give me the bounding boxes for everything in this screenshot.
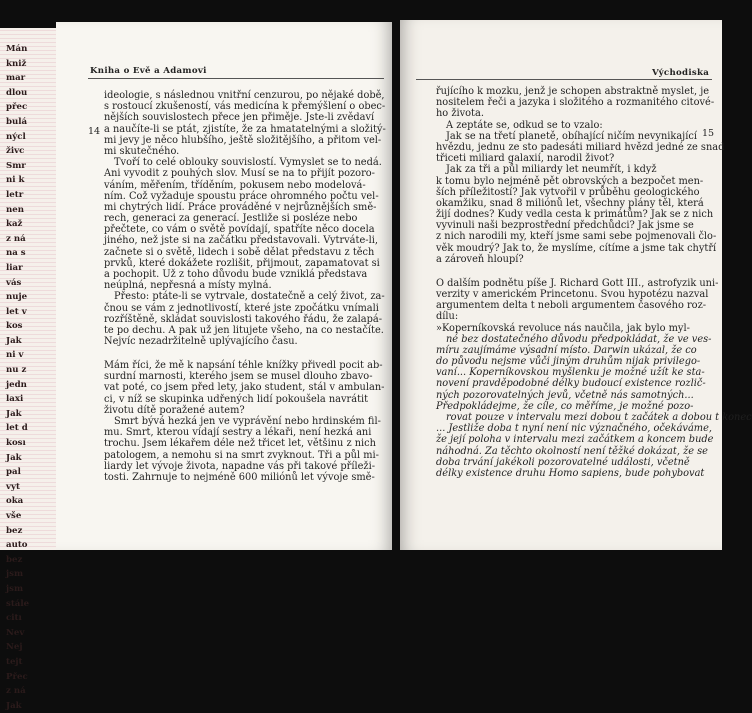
page-number-left: 14 [88,126,101,137]
underlying-line-fragment: Jak [6,700,22,711]
text-line: do původu nejsme vůči jiným druhům nijak privilego- [436,356,701,368]
underlying-line-fragment: nu z [6,365,27,376]
text-line: mi chytrých lidí. Práce prováděné v nejrůznějších smě- [104,201,377,213]
underlying-line-fragment: Přec [6,671,28,682]
underlying-line-fragment: mar [6,73,26,84]
text-line: žijí dodnes? Kudy vedla cesta k primátům? Jak se z nich [436,209,714,221]
text-line: a naučíte-li se ptát, zjistíte, že za hmatatelnými a složitý- [104,123,386,135]
underlying-line-fragment: Jak [6,335,22,346]
paragraph-gap [436,265,708,278]
underlying-line-fragment: jsm [6,583,24,594]
text-line: O dalším podnětu píše J. Richard Gott III., astrofyzik uni- [436,277,719,289]
underlying-line-fragment: přec [6,102,28,113]
underlying-line-fragment: Jak [6,408,22,419]
text-line: rozříštěně, skládat souvislosti takového řádu, že zalapá- [104,313,383,325]
paragraph-gap [104,347,386,360]
text-line: ho života. [436,108,484,120]
text-line: »Koperníkovská revoluce nás naučila, jak bylo myl- [436,322,690,334]
text-line: Jak se na třetí planetě, obíhající ničím nevynikající [446,130,697,142]
text-line: trochu. Jsem lékařem déle než třicet let, většinu z nich [104,438,376,450]
text-line: tosti. Zahrnuje to nejméně 600 miliónů let vývoje smě- [104,471,375,483]
text-line: nositelem řeči a jazyka i složitého a rozmanitého citové- [436,97,715,109]
text-line: váním, měřením, tříděním, pokusem nebo modelová- [104,179,366,191]
underlying-line-fragment: tejt [6,656,23,667]
underlying-line-fragment: kos [6,321,23,332]
underlying-line-fragment: Nev [6,627,25,638]
underlying-page-text [6,42,40,713]
underlying-line-fragment: kosı [6,438,26,449]
text-line: prvků, které dokážete rozlišit, přijmout, zapamatovat si [104,257,380,269]
text-line: Ani vyvodit z pouhých slov. Musí se na to přijít pozoro- [104,168,375,180]
underlying-line-fragment: ni k [6,175,25,186]
text-line: Nejvíc nezadržitelně uplývajícího času. [104,336,298,348]
text-line: verzity v americkém Princetonu. Svou hypotézu nazval [436,288,709,300]
underlying-line-fragment: nuje [6,292,28,303]
text-line: Mám říci, že mě k napsání téhle knížky přivedl pocit ab- [104,360,383,372]
left-page-text [104,90,386,483]
header-rule-right [416,79,712,80]
text-line: a zároveň hloupí? [436,253,524,265]
header-rule-left [88,78,384,79]
text-line: že její poloha v intervalu mezi začátkem a koncem bude [436,434,714,446]
text-line: mi jevy je něco hlubšího, ještě složitějšího, a přitom vel- [104,134,382,146]
underlying-line-fragment: pal [6,467,21,478]
underlying-line-fragment: auto [6,540,28,551]
underlying-line-fragment: jsm [6,569,24,580]
text-line: okamžiku, snad 8 miliónů let, všechny plány těl, která [436,197,704,209]
text-line: Přesto: ptáte-li se vytrvale, dostatečně a celý život, za- [114,291,385,303]
text-line: životu dítě poražené autem? [104,404,245,416]
text-line: neúplná, nepřesná a místy mylná. [104,280,272,292]
underlying-line-fragment: vyt [6,481,20,492]
text-line: náhodná. Za těchto okolností není těžké dokázat, že se [436,445,708,457]
text-line: vaní... Koperníkovskou myšlenku je možné užít ke sta- [436,367,705,379]
text-line: mi skutečného. [104,145,180,157]
underlying-line-fragment: stále [6,598,30,609]
text-line: doba trvání jakékoli pozorovatelné události, včetně [436,456,690,468]
running-head-right: Východiska [652,68,710,78]
underlying-line-fragment: letr [6,189,24,200]
text-line: liardy let vývoje života, napadne vás při takové příleži- [104,460,376,472]
text-line: né bez dostatečného důvodu předpokládat, že ve ves- [446,333,712,345]
text-line: míru zaujímáme výsadní místo. Darwin ukázal, že co [436,344,697,356]
text-line: délky existence druhu Homo sapiens, bude pohybovat [436,467,705,479]
text-line: te po dechu. A pak už jen litujete všeho, na co nestačíte. [104,324,384,336]
underlying-line-fragment: ni v [6,350,24,361]
text-line: patologem, a nemohu si na smrt zvyknout. Tři a půl mi- [104,449,379,461]
underlying-line-fragment: vás [6,277,22,288]
underlying-line-fragment: živc [6,146,25,157]
text-line: Jak za tři a půl miliardy let neumřít, i když [446,164,657,176]
text-line: Předpokládejme, že cíle, co měříme, je možné pozo- [436,400,694,412]
text-line: Tvoří to celé oblouky souvislostí. Vymyslet se to nedá. [114,157,382,169]
text-line: argumentem delta t neboli argumentem časového roz- [436,300,707,312]
text-line: dílu: [436,311,459,323]
text-line: k tomu bylo nejméně pět obrovských a bezpočet men- [436,175,704,187]
text-line: novení pravděpodobné délky budoucí existence rozlič- [436,378,706,390]
text-line: ním. Což vyžaduje spoustu práce ohromného počtu vel- [104,190,379,202]
text-line: mu. Smrt, kterou vídají sestry a lékaři, není hezká ani [104,427,372,439]
text-line: vat poté, co jsem před lety, jako student, stál v ambulan- [104,382,385,394]
underlying-line-fragment: bulá [6,116,28,127]
text-line: hvězdu, jednu ze sto padesáti miliard hvězd jedné ze snad [436,141,725,153]
text-line: z nich narodili my, kteří jsme sami sebe pojmenovali člo- [436,231,717,243]
underlying-line-fragment: Nej [6,642,23,653]
text-line: rovat pouze v intervalu mezi dobou t začátek a dobou t konec [446,412,752,424]
underlying-line-fragment: z ná [6,233,26,244]
text-line: surdní marnosti, kterého jsem se musel dlouho zbavo- [104,371,373,383]
text-line: rech, generaci za generací. Jestliže si posléze nebo [104,213,358,225]
underlying-line-fragment: laxi [6,394,24,405]
left-page [56,22,392,550]
underlying-line-fragment: nýcl [6,131,26,142]
underlying-line-fragment: Jak [6,452,22,463]
underlying-line-fragment: liar [6,262,23,273]
underlying-line-fragment: Smr [6,160,26,171]
underlying-line-fragment: let d [6,423,28,434]
text-line: řujícího k mozku, jenž je schopen abstraktně myslet, je [436,86,710,97]
underlying-line-fragment: na s [6,248,26,259]
text-line: a pochopit. Už z toho důvodu bude vzniklá představa [104,269,368,280]
text-line: ných pozorovatelných jevů, včetně nás samotných... [436,389,694,401]
text-line: začnete si o světě, lidech i sobě dělat představu z těch [104,246,375,258]
text-line: čnou se vám z jednotlivostí, které jste zpočátku vnímali [104,302,379,314]
text-line: jiného, než jste si na začátku představovali. Vytrváte-li, [104,235,378,247]
right-page [400,20,752,550]
underlying-line-fragment: jedn [6,379,27,390]
underlying-line-fragment: Mán [6,44,28,54]
underlying-line-fragment: citı [6,613,22,624]
text-line: Smrt bývá hezká jen ve vyprávění nebo hrdinském fil- [114,416,381,428]
underlying-line-fragment: vše [6,511,22,521]
underlying-line-fragment: nen [6,204,24,215]
text-line: ci, v níž se skupinka udřených lidí pokoušela navrátit [104,393,369,405]
underlying-line-fragment: bez [6,525,23,536]
text-line: vyvinuli naši bezprostřední předchůdci? Jak jsme se [436,220,694,232]
text-line: A zeptáte se, odkud se to vzalo: [446,119,603,131]
text-line: ... Jestliže doba t nyní není nic význačného, očekáváme, [436,423,712,435]
underlying-line-fragment: oka [6,496,24,507]
text-line: přečtete, co vám o světě povídají, spatříte něco docela [104,224,375,236]
running-head-left: Kniha o Evě a Adamovi [90,66,207,76]
text-line: věk moudrý? Jak to, že myslíme, cítíme a jsme tak chytří [436,242,717,254]
underlying-line-fragment: let v [6,306,27,317]
underlying-line-fragment: bez [6,554,23,565]
text-line: nějších souvislostech přece jen přiměje. Jste-li zvědaví [104,112,375,124]
text-line: ideologie, s následnou vnitřní cenzurou, po nějaké době, [104,90,385,101]
underlying-line-fragment: kaž [6,219,23,230]
underlying-line-fragment: dlou [6,87,28,98]
text-line: s rostoucí zkušeností, vás medicína k přemýšlení o obec- [104,101,386,113]
text-line: ších příležitostí? Jak vytvořil v průběhu geologického [436,186,700,198]
underlying-line-fragment: kniž [6,58,27,69]
text-line: třiceti miliard galaxií, narodil život? [436,153,615,165]
page-number-right: 15 [702,128,715,139]
underlying-line-fragment: z ná [6,686,26,697]
